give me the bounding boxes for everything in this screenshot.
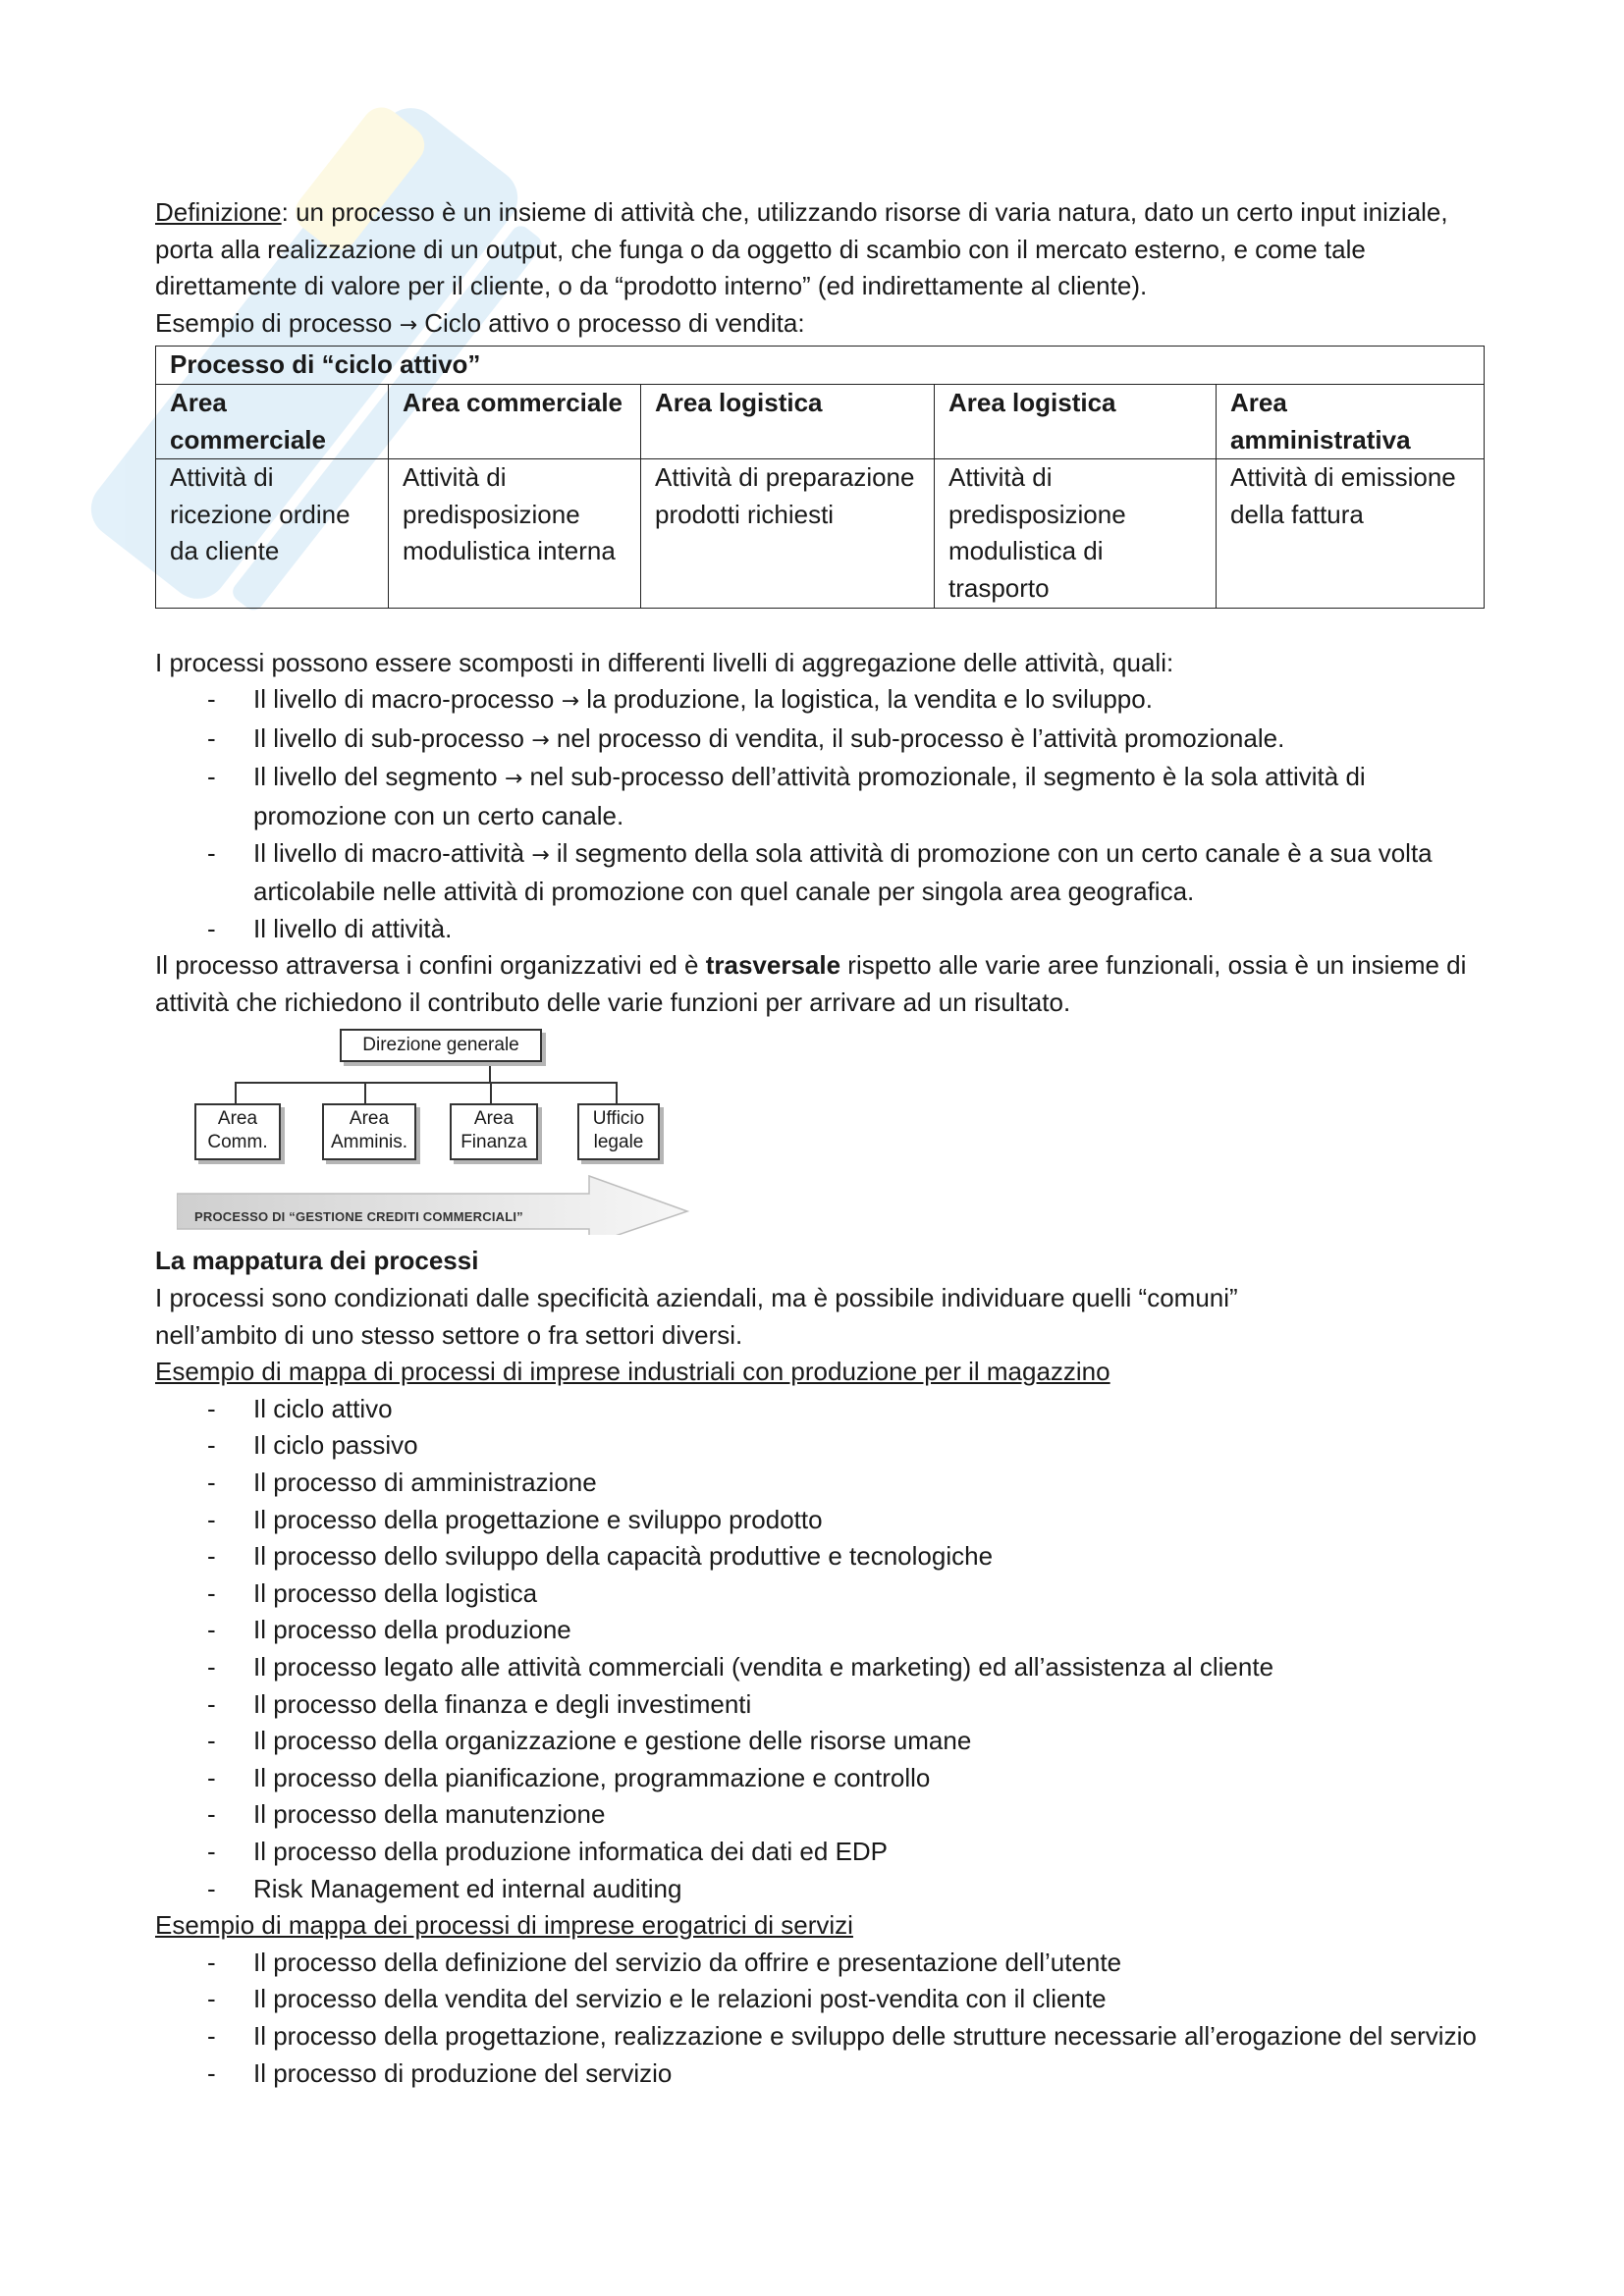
table-header: Area amministrativa — [1217, 384, 1485, 458]
org-box-direzione: Direzione generale — [340, 1029, 542, 1062]
list-item: - Il processo della progettazione e sviluppo prodotto — [155, 1502, 1490, 1539]
level-desc: nel processo di vendita, il sub-processo è l’attività promozionale. — [556, 722, 1285, 753]
list-item: - Il processo della produzione — [155, 1612, 1490, 1649]
services-list — [155, 1945, 1490, 2092]
definition-paragraph — [155, 194, 1490, 305]
list-item: - Il processo di amministrazione — [155, 1465, 1490, 1502]
level-name: Il livello di attività. — [253, 913, 453, 943]
table-header: Area logistica — [641, 384, 935, 458]
table-cell: Attività di emissione della fattura — [1217, 459, 1485, 608]
list-item: - Il processo della finanza e degli investimenti — [155, 1686, 1490, 1724]
list-item: - Il processo della logistica — [155, 1575, 1490, 1613]
industrial-list — [155, 1391, 1490, 1907]
definition-label: Definizione — [155, 197, 282, 227]
list-item — [155, 721, 1490, 760]
arrow-right-icon: → — [531, 727, 550, 753]
transversal-bold: trasversale — [705, 950, 841, 981]
active-cycle-table — [155, 346, 1485, 608]
level-name: Il livello di sub-processo — [253, 722, 525, 753]
level-name: Il livello del segmento — [253, 762, 498, 792]
document-page — [155, 194, 1490, 2092]
table-title: Processo di “ciclo attivo” — [156, 347, 1485, 385]
list-item: - Il ciclo attivo — [155, 1391, 1490, 1428]
list-item: - Il processo della organizzazione e gestione delle risorse umane — [155, 1723, 1490, 1760]
table-cell: Attività di preparazione prodotti richiesti — [641, 459, 935, 608]
list-item: - Il processo della definizione del servizio da offrire e presentazione dell’utente — [155, 1945, 1490, 1982]
list-item — [155, 759, 1490, 834]
list-item — [155, 911, 1490, 948]
transversal-before: Il processo attraversa i confini organizzativi ed è — [155, 950, 706, 981]
arrow-right-icon: → — [561, 689, 579, 715]
level-name: Il livello di macro-processo — [253, 684, 555, 715]
table-cell: Attività di predisposizione modulistica di trasporto — [935, 459, 1217, 608]
arrow-right-icon: → — [531, 842, 550, 868]
arrow-right-icon: → — [399, 312, 418, 338]
org-box-area-comm: Area Comm. — [194, 1103, 281, 1160]
table-header: Area commerciale — [389, 384, 641, 458]
org-box-area-finanza: Area Finanza — [450, 1103, 538, 1160]
example-prefix: Esempio di processo — [155, 307, 393, 338]
org-box-area-amminis: Area Amminis. — [322, 1103, 416, 1160]
list-item: - Il processo della produzione informatica dei dati ed EDP — [155, 1834, 1490, 1871]
definition-text: : un processo è un insieme di attività che, utilizzando risorse di varia natura, dato un certo input iniziale, porta alla realizzazione di un output, che funga o da oggetto di scambio con il mercato esterno, e come tale direttamente di valore per il cliente, o da “prodotto interno” (ed indirettamente al cliente). — [155, 197, 1448, 301]
org-chart-figure — [177, 1029, 707, 1235]
transversal-paragraph — [155, 947, 1490, 1021]
example-line — [155, 305, 1490, 345]
list-item: - Il ciclo passivo — [155, 1427, 1490, 1465]
levels-intro: I processi possono essere scomposti in differenti livelli di aggregazione delle attività, quali: — [155, 647, 1174, 677]
transversal-after: rispetto alle varie aree funzionali, ossia è un insieme di attività che richiedono il contributo delle varie funzioni per arrivare ad un risultato. — [155, 950, 1467, 1017]
mapping-text: I processi sono condizionati dalle specificità aziendali, ma è possibile individuare quelli “comuni” nell’ambito di uno stesso settore o fra settori diversi. — [155, 1283, 1238, 1350]
level-desc: la produzione, la logistica, la vendita e lo sviluppo. — [586, 684, 1153, 715]
level-desc: nel sub-processo dell’attività promozionale, il segmento è la sola attività di promozione con un certo canale. — [253, 762, 1366, 830]
levels-list — [155, 681, 1490, 947]
example-suffix: Ciclo attivo o processo di vendita: — [424, 307, 805, 338]
list-item: - Il processo dello sviluppo della capacità produttive e tecnologiche — [155, 1538, 1490, 1575]
list-item: - Il processo legato alle attività commerciali (vendita e marketing) ed all’assistenza al cliente — [155, 1649, 1490, 1686]
table-cell: Attività di predisposizione modulistica interna — [389, 459, 641, 608]
process-arrow-label: PROCESSO DI “GESTIONE CREDITI COMMERCIALI” — [194, 1209, 523, 1225]
level-name: Il livello di macro-attività — [253, 837, 524, 868]
list-item: - Risk Management ed internal auditing — [155, 1871, 1490, 1908]
list-item: - Il processo della pianificazione, programmazione e controllo — [155, 1760, 1490, 1797]
mapping-heading: La mappatura dei processi — [155, 1246, 479, 1276]
list-item — [155, 835, 1490, 911]
list-item — [155, 681, 1490, 721]
table-header: Area logistica — [935, 384, 1217, 458]
list-item: - Il processo della vendita del servizio e le relazioni post-vendita con il cliente — [155, 1981, 1490, 2018]
list-item: - Il processo della progettazione, realizzazione e sviluppo delle strutture necessarie all’erogazione del servizio — [155, 2018, 1490, 2056]
org-box-ufficio-legale: Ufficio legale — [577, 1103, 660, 1160]
industrial-title: Esempio di mappa di processi di imprese industriali con produzione per il magazzino — [155, 1357, 1110, 1387]
services-title: Esempio di mappa dei processi di imprese erogatrici di servizi — [155, 1910, 853, 1941]
list-item: - Il processo della manutenzione — [155, 1796, 1490, 1834]
table-cell: Attività di ricezione ordine da cliente — [156, 459, 389, 608]
table-header: Area commerciale — [156, 384, 389, 458]
arrow-right-icon: → — [504, 767, 523, 792]
level-desc: il segmento della sola attività di promozione con un certo canale è a sua volta articolabile nelle attività di promozione con quel canale per singola area geografica. — [253, 837, 1433, 907]
list-item: - Il processo di produzione del servizio — [155, 2056, 1490, 2093]
